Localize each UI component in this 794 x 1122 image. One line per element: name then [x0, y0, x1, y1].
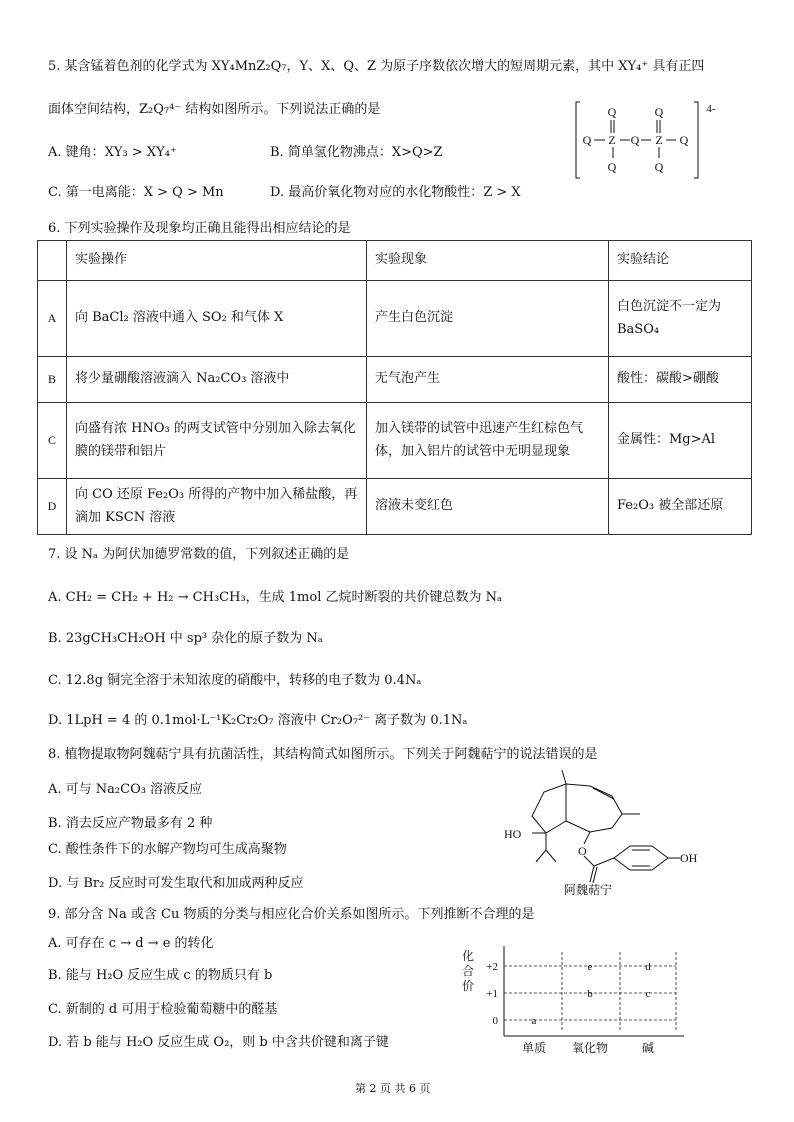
- y-tick-label: +1: [486, 988, 498, 1000]
- q7-option-d: D. 1LpH = 4 的 0.1mol·L⁻¹K₂Cr₂O₇ 溶液中 Cr₂O₇²⁻ 离子数为 0.1Nₐ: [48, 713, 468, 728]
- row-label: B: [38, 357, 67, 403]
- table-row: [38, 479, 752, 535]
- q-atom: Q: [630, 133, 640, 147]
- q8-option-d: D. 与 Br₂ 反应时可发生取代和加成两种反应: [48, 876, 304, 891]
- q6-stem: 6. 下列实验操作及现象均正确且能得出相应结论的是: [48, 221, 351, 236]
- q-atom: Q: [607, 160, 617, 174]
- chart-ylabel-char: 价: [462, 979, 475, 993]
- y-tick-label: 0: [492, 1015, 498, 1027]
- q5-option-d: D. 最高价氧化物对应的水化物酸性：Z > X: [270, 185, 521, 200]
- q5-option-b: B. 简单氢化物沸点：X>Q>Z: [270, 145, 443, 160]
- chart-point-c: c: [645, 988, 651, 1000]
- x-tick-label: 单质: [521, 1041, 547, 1055]
- chart-point-e: e: [587, 961, 593, 973]
- y-tick-label: +2: [486, 961, 498, 973]
- table-row: [38, 403, 752, 479]
- z-atom: Z: [608, 133, 616, 147]
- q5-option-c: C. 第一电离能：X > Q > Mn: [48, 185, 224, 200]
- row-phenomenon: 无气泡产生: [367, 357, 609, 403]
- q8-stem: 8. 植物提取物阿魏萜宁具有抗菌活性，其结构简式如图所示。下列关于阿魏萜宁的说法错误的是: [48, 747, 598, 762]
- q-atom: Q: [654, 105, 664, 119]
- row-conclusion: 白色沉淀不一定为 BaSO₄: [609, 281, 752, 357]
- q5-stem-line2: 面体空间结构，Z₂Q₇⁴⁻ 结构如图所示。下列说法正确的是: [48, 102, 381, 117]
- row-conclusion: 金属性：Mg>Al: [609, 403, 752, 479]
- row-phenomenon: 加入镁带的试管中迅速产生红棕色气体，加入铝片的试管中无明显现象: [367, 403, 609, 479]
- q8-option-a: A. 可与 Na₂CO₃ 溶液反应: [48, 782, 203, 797]
- row-conclusion: 酸性：碳酸>硼酸: [609, 357, 752, 403]
- x-tick-label: 氧化物: [571, 1041, 609, 1055]
- experiment-table: [37, 240, 752, 535]
- q7-option-b: B. 23gCH₃CH₂OH 中 sp³ 杂化的原子数为 Nₐ: [48, 631, 323, 646]
- row-label: D: [38, 479, 67, 535]
- row-operation: 将少量硼酸溶液滴入 Na₂CO₃ 溶液中: [67, 357, 367, 403]
- table-row: [38, 357, 752, 403]
- hydroxyl-right-label: OH: [680, 851, 698, 865]
- q5-stem-line1: 5. 某含锰着色剂的化学式为 XY₄MnZ₂Q₇，Y、X、Q、Z 为原子序数依次增大的短周期元素，其中 XY₄⁺ 具有正四: [48, 59, 705, 74]
- row-operation: 向 CO 还原 Fe₂O₃ 所得的产物中加入稀盐酸，再滴加 KSCN 溶液: [67, 479, 367, 535]
- row-phenomenon: 产生白色沉淀: [367, 281, 609, 357]
- ion-charge: 4-: [706, 103, 716, 115]
- q8-option-b: B. 消去反应产物最多有 2 种: [48, 816, 213, 831]
- chart-point-a: a: [531, 1015, 537, 1027]
- row-label: C: [38, 403, 67, 479]
- ester-oxygen-label: O: [578, 844, 587, 858]
- q-atom: Q: [582, 133, 592, 147]
- table-header-row: [38, 241, 752, 281]
- structure-caption: 阿魏萜宁: [564, 883, 613, 897]
- table-header-phenomenon: 实验现象: [367, 241, 609, 281]
- q5-option-a: A. 键角：XY₃ > XY₄⁺: [48, 145, 177, 160]
- q7-option-a: A. CH₂ = CH₂ + H₂ → CH₃CH₃，生成 1mol 乙烷时断裂的共价键总数为 Nₐ: [48, 590, 503, 605]
- row-label: A: [38, 281, 67, 357]
- afeiduning-structure-diagram: [490, 766, 720, 898]
- z2q7-structure-diagram: [574, 98, 724, 182]
- q9-stem: 9. 部分含 Na 或含 Cu 物质的分类与相应化合价关系如图所示。下列推断不合理的是: [48, 907, 535, 922]
- table-header-empty: [38, 241, 67, 281]
- valence-chart: [452, 942, 692, 1058]
- chart-point-b: b: [587, 988, 593, 1000]
- q-atom: Q: [654, 160, 664, 174]
- row-phenomenon: 溶液未变红色: [367, 479, 609, 535]
- row-operation: 向盛有浓 HNO₃ 的两支试管中分别加入除去氧化膜的镁带和铝片: [67, 403, 367, 479]
- q7-option-c: C. 12.8g 铜完全溶于未知浓度的硝酸中，转移的电子数为 0.4Nₐ: [48, 673, 422, 688]
- q8-option-c: C. 酸性条件下的水解产物均可生成高聚物: [48, 842, 287, 857]
- chart-point-d: d: [645, 961, 651, 973]
- q9-option-c: C. 新制的 d 可用于检验葡萄糖中的醛基: [48, 1002, 278, 1017]
- hydroxyl-left-label: HO: [504, 827, 522, 841]
- row-conclusion: Fe₂O₃ 被全部还原: [609, 479, 752, 535]
- q9-option-a: A. 可存在 c → d → e 的转化: [48, 936, 214, 951]
- chart-ylabel-char: 合: [462, 964, 475, 978]
- q9-option-b: B. 能与 H₂O 反应生成 c 的物质只有 b: [48, 968, 273, 983]
- q-atom: Q: [607, 105, 617, 119]
- chart-ylabel-char: 化: [462, 949, 475, 963]
- z-atom: Z: [655, 133, 663, 147]
- row-operation: 向 BaCl₂ 溶液中通入 SO₂ 和气体 X: [67, 281, 367, 357]
- table-header-conclusion: 实验结论: [609, 241, 752, 281]
- table-header-operation: 实验操作: [67, 241, 367, 281]
- q-atom: Q: [679, 133, 689, 147]
- q7-stem: 7. 设 Nₐ 为阿伏加德罗常数的值，下列叙述正确的是: [48, 547, 350, 562]
- page-footer: 第 2 页 共 6 页: [355, 1082, 431, 1095]
- q9-option-d: D. 若 b 能与 H₂O 反应生成 O₂，则 b 中含共价键和离子键: [48, 1035, 389, 1050]
- x-tick-label: 碱: [641, 1041, 655, 1055]
- table-row: [38, 281, 752, 357]
